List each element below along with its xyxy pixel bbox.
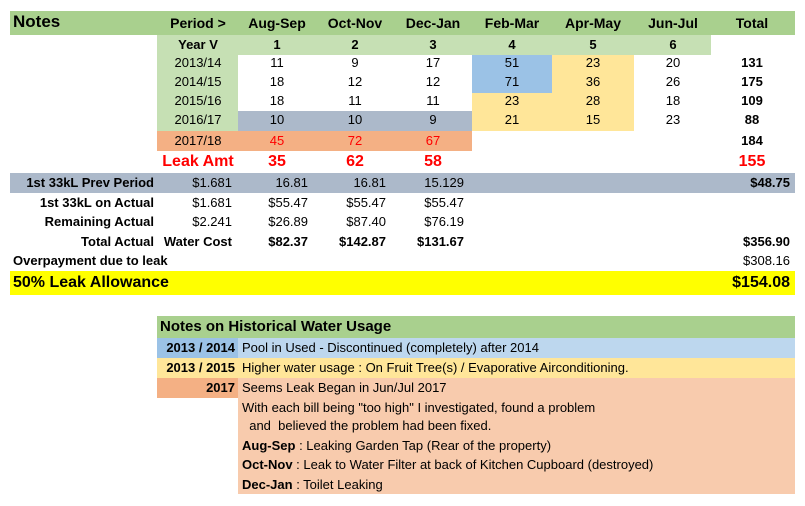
note-text: Seems Leak Began in Jun/Jul 2017 (242, 380, 447, 395)
water-cost-label: Water Cost (163, 234, 232, 249)
note-item-text: : Leaking Garden Tap (Rear of the property) (295, 438, 552, 453)
table-cell: 71 (504, 74, 520, 89)
table-cell: 9 (429, 112, 437, 127)
table-cell: 9 (351, 55, 359, 70)
remaining-value: $76.19 (424, 214, 464, 229)
table-cell: 12 (425, 74, 441, 89)
table-cell: 28 (585, 93, 601, 108)
note-item-text: : Leak to Water Filter at back of Kitchen Cupboard (destroyed) (292, 457, 654, 472)
notes-heading: Notes (13, 12, 61, 31)
table-cell: 11 (426, 93, 440, 108)
row-total: 88 (744, 112, 760, 127)
leak-amt-label: Leak Amt (162, 153, 234, 170)
note-year-label: 2013 / 2014 (166, 340, 235, 355)
note-text: Pool in Used - Discontinued (completely) after 2014 (242, 340, 539, 355)
table-cell: 72 (347, 133, 363, 148)
note-text: With each bill being "too high" I investigated, found a problem (242, 400, 596, 415)
table-cell: 23 (585, 55, 601, 70)
period-header-3: Dec-Jan (405, 15, 461, 31)
remaining-label: Remaining Actual (44, 214, 154, 229)
table-cell: 10 (269, 112, 285, 127)
note-item (242, 436, 551, 456)
note-text: Higher water usage : On Fruit Tree(s) / Evaporative Airconditioning. (242, 360, 629, 375)
leak-amt-value: 35 (268, 153, 286, 170)
actual-value: $55.47 (268, 195, 308, 210)
period-heading: Period > (170, 15, 226, 31)
period-number-2: 2 (351, 37, 359, 52)
table-cell: 23 (665, 112, 681, 127)
period-header-1: Aug-Sep (248, 15, 306, 31)
table-cell: 21 (504, 112, 520, 127)
period-header-6: Jun-Jul (648, 15, 698, 31)
note-text: and believed the problem had been fixed. (242, 418, 492, 433)
table-cell: 10 (347, 112, 363, 127)
note-item-label: Dec-Jan (242, 477, 293, 492)
period-number-6: 6 (669, 37, 677, 52)
year-2015-16: 2015/16 (174, 93, 222, 108)
allowance-label: 50% Leak Allowance (13, 274, 169, 291)
note-item-label: Aug-Sep (242, 438, 296, 453)
note-item-label: Oct-Nov (242, 457, 293, 472)
period-number-5: 5 (589, 37, 597, 52)
table-cell: 20 (665, 55, 681, 70)
overpayment-value: $308.16 (743, 253, 790, 268)
year-2017-18: 2017/18 (174, 133, 222, 148)
year-v-label: Year V (178, 37, 218, 52)
prev-period-value: 16.81 (353, 175, 386, 190)
note-year-label: 2017 (206, 380, 235, 395)
note-item (242, 455, 653, 475)
year-2016-17: 2016/17 (174, 112, 222, 127)
row-total: 184 (741, 133, 763, 148)
row-total: 131 (741, 55, 763, 70)
total-heading: Total (735, 15, 769, 31)
table-cell: 18 (269, 74, 285, 89)
remaining-value: $2.241 (192, 214, 232, 229)
table-cell: 12 (347, 74, 363, 89)
year-2013-14: 2013/14 (174, 55, 222, 70)
note-item-text: : Toilet Leaking (292, 477, 383, 492)
prev-period-value: 16.81 (275, 175, 308, 190)
period-number-3: 3 (429, 37, 437, 52)
prev-period-total: $48.75 (750, 175, 790, 190)
prev-period-label: 1st 33kL Prev Period (26, 175, 154, 190)
table-cell: 17 (425, 55, 441, 70)
table-cell: 11 (348, 93, 362, 108)
total-actual-value: $82.37 (268, 234, 308, 249)
row-total: 175 (741, 74, 763, 89)
table-cell: 15 (585, 112, 601, 127)
period-header-2: Oct-Nov (327, 15, 383, 31)
leak-amt-value: 62 (346, 153, 364, 170)
overpayment-label: Overpayment due to leak (13, 253, 168, 268)
actual-value: $1.681 (192, 195, 232, 210)
period-number-1: 1 (273, 37, 281, 52)
year-2014-15: 2014/15 (174, 74, 222, 89)
note-year-label: 2013 / 2015 (166, 360, 235, 375)
table-cell: 11 (270, 55, 284, 70)
prev-period-value: $1.681 (192, 175, 232, 190)
total-actual-value: $131.67 (417, 234, 464, 249)
table-cell: 26 (665, 74, 681, 89)
period-header-5: Apr-May (564, 15, 621, 31)
row-total: 109 (741, 93, 763, 108)
table-cell: 67 (425, 133, 441, 148)
period-number-4: 4 (508, 37, 516, 52)
remaining-value: $26.89 (268, 214, 308, 229)
actual-value: $55.47 (424, 195, 464, 210)
allowance-value: $154.08 (732, 274, 790, 291)
notes-title: Notes on Historical Water Usage (160, 318, 392, 335)
table-cell: 23 (504, 93, 520, 108)
prev-period-value: 15.129 (424, 175, 464, 190)
total-actual-total: $356.90 (743, 234, 790, 249)
table-cell: 51 (504, 55, 520, 70)
note-item (242, 475, 383, 495)
remaining-value: $87.40 (346, 214, 386, 229)
total-actual-value: $142.87 (339, 234, 386, 249)
table-cell: 18 (665, 93, 681, 108)
total-actual-label: Total Actual (81, 234, 154, 249)
actual-value: $55.47 (346, 195, 386, 210)
table-cell: 18 (269, 93, 285, 108)
period-header-4: Feb-Mar (484, 15, 540, 31)
leak-amt-total: 155 (738, 153, 766, 170)
leak-amt-value: 58 (424, 153, 442, 170)
table-cell: 36 (585, 74, 601, 89)
actual-label: 1st 33kL on Actual (39, 195, 154, 210)
table-cell: 45 (269, 133, 285, 148)
